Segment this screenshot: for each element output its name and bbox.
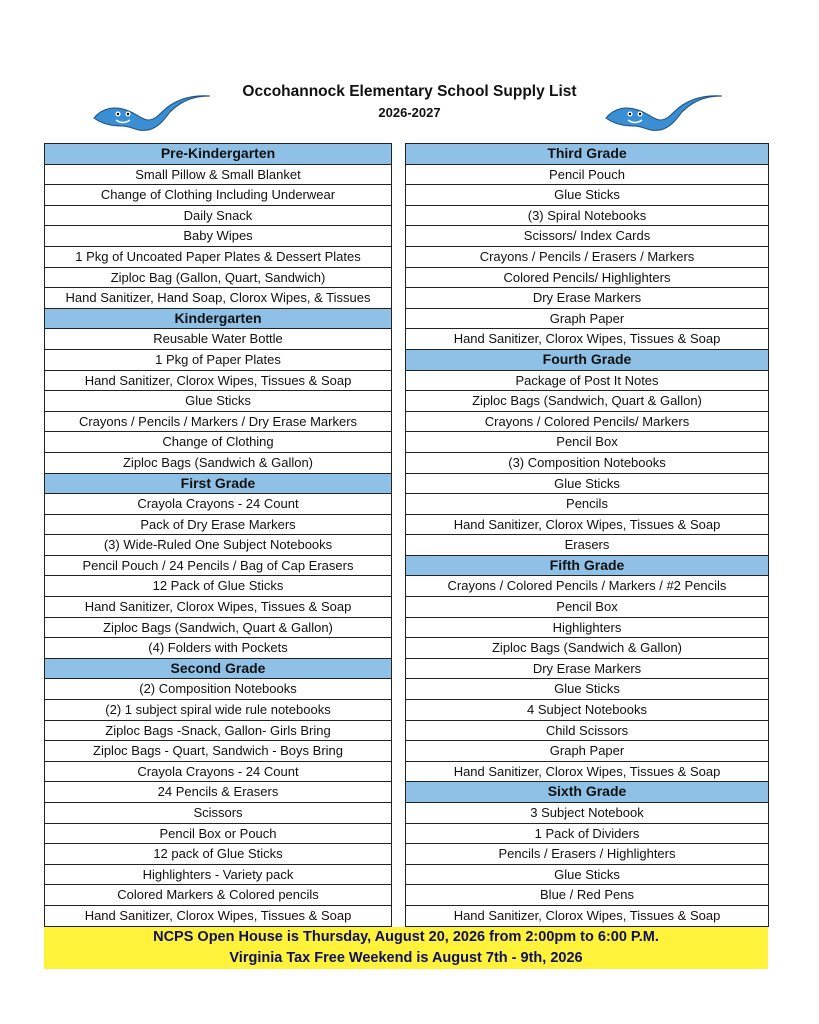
grade-header: Sixth Grade: [406, 782, 768, 803]
supply-item: 1 Pack of Dividers: [406, 824, 768, 845]
supply-item: Crayons / Colored Pencils/ Markers: [406, 412, 768, 433]
supply-item: Blue / Red Pens: [406, 885, 768, 906]
supply-item: (3) Spiral Notebooks: [406, 206, 768, 227]
supply-item: Dry Erase Markers: [406, 659, 768, 680]
stingray-mascot-icon: [604, 90, 724, 135]
supply-item: Ziploc Bags -Snack, Gallon- Girls Bring: [45, 721, 391, 742]
supply-item: (2) 1 subject spiral wide rule notebooks: [45, 700, 391, 721]
supply-item: Pack of Dry Erase Markers: [45, 515, 391, 536]
supply-item: 1 Pkg of Paper Plates: [45, 350, 391, 371]
supply-item: Ziploc Bags (Sandwich, Quart & Gallon): [45, 618, 391, 639]
school-year: 2026-2027: [378, 105, 441, 120]
grade-header: Fifth Grade: [406, 556, 768, 577]
right-supply-table: [405, 143, 769, 927]
supply-item: Hand Sanitizer, Clorox Wipes, Tissues & Soap: [406, 329, 768, 350]
page-title: Occohannock Elementary School Supply List: [242, 83, 577, 100]
supply-item: Ziploc Bag (Gallon, Quart, Sandwich): [45, 268, 391, 289]
supply-item: Hand Sanitizer, Clorox Wipes, Tissues & Soap: [45, 597, 391, 618]
supply-item: Hand Sanitizer, Hand Soap, Clorox Wipes, & Tissues: [45, 288, 391, 309]
supply-item: Change of Clothing Including Underwear: [45, 185, 391, 206]
supply-item: Ziploc Bags - Quart, Sandwich - Boys Bring: [45, 741, 391, 762]
left-supply-table: [44, 143, 392, 927]
supply-item: Baby Wipes: [45, 226, 391, 247]
supply-item: 4 Subject Notebooks: [406, 700, 768, 721]
supply-item: Glue Sticks: [406, 185, 768, 206]
supply-item: Graph Paper: [406, 309, 768, 330]
supply-item: Crayola Crayons - 24 Count: [45, 762, 391, 783]
supply-item: Pencil Box: [406, 432, 768, 453]
supply-item: Reusable Water Bottle: [45, 329, 391, 350]
supply-item: Scissors/ Index Cards: [406, 226, 768, 247]
supply-item: Daily Snack: [45, 206, 391, 227]
supply-item: 12 Pack of Glue Sticks: [45, 576, 391, 597]
supply-item: 12 pack of Glue Sticks: [45, 844, 391, 865]
supply-item: Ziploc Bags (Sandwich, Quart & Gallon): [406, 391, 768, 412]
supply-item: Colored Markers & Colored pencils: [45, 885, 391, 906]
supply-item: Pencil Pouch: [406, 165, 768, 186]
supply-item: Scissors: [45, 803, 391, 824]
supply-item: Package of Post It Notes: [406, 371, 768, 392]
grade-header: Kindergarten: [45, 309, 391, 330]
supply-item: Change of Clothing: [45, 432, 391, 453]
grade-header: Second Grade: [45, 659, 391, 680]
tax-free-notice: Virginia Tax Free Weekend is August 7th - 9th, 2026: [229, 950, 583, 966]
supply-item: Hand Sanitizer, Clorox Wipes, Tissues & Soap: [406, 515, 768, 536]
supply-item: Glue Sticks: [45, 391, 391, 412]
supply-item: Highlighters: [406, 618, 768, 639]
grade-header: First Grade: [45, 474, 391, 495]
supply-item: Colored Pencils/ Highlighters: [406, 268, 768, 289]
grade-header: Third Grade: [406, 144, 768, 165]
supply-item: Crayons / Pencils / Erasers / Markers: [406, 247, 768, 268]
supply-item: Hand Sanitizer, Clorox Wipes, Tissues & Soap: [45, 906, 391, 927]
supply-item: Pencil Pouch / 24 Pencils / Bag of Cap Erasers: [45, 556, 391, 577]
supply-item: 1 Pkg of Uncoated Paper Plates & Dessert Plates: [45, 247, 391, 268]
supply-item: Pencil Box: [406, 597, 768, 618]
supply-item: Crayons / Pencils / Markers / Dry Erase Markers: [45, 412, 391, 433]
supply-item: 3 Subject Notebook: [406, 803, 768, 824]
open-house-notice: NCPS Open House is Thursday, August 20, 2026 from 2:00pm to 6:00 P.M.: [153, 929, 659, 945]
supply-item: Graph Paper: [406, 741, 768, 762]
supply-item: Erasers: [406, 535, 768, 556]
supply-item: Hand Sanitizer, Clorox Wipes, Tissues & Soap: [406, 906, 768, 927]
supply-item: Dry Erase Markers: [406, 288, 768, 309]
supply-item: Child Scissors: [406, 721, 768, 742]
supply-item: Glue Sticks: [406, 474, 768, 495]
supply-item: Small Pillow & Small Blanket: [45, 165, 391, 186]
supply-item: Hand Sanitizer, Clorox Wipes, Tissues & Soap: [406, 762, 768, 783]
supply-item: Pencils: [406, 494, 768, 515]
supply-item: Glue Sticks: [406, 865, 768, 886]
supply-item: Crayons / Colored Pencils / Markers / #2 Pencils: [406, 576, 768, 597]
stingray-mascot-icon: [92, 90, 212, 135]
announcement-banner: [44, 927, 768, 969]
supply-item: Ziploc Bags (Sandwich & Gallon): [45, 453, 391, 474]
supply-item: Pencil Box or Pouch: [45, 824, 391, 845]
grade-header: Fourth Grade: [406, 350, 768, 371]
supply-item: 24 Pencils & Erasers: [45, 782, 391, 803]
supply-item: (2) Composition Notebooks: [45, 679, 391, 700]
supply-item: (3) Composition Notebooks: [406, 453, 768, 474]
supply-item: Ziploc Bags (Sandwich & Gallon): [406, 638, 768, 659]
supply-item: Highlighters - Variety pack: [45, 865, 391, 886]
supply-item: Pencils / Erasers / Highlighters: [406, 844, 768, 865]
supply-item: (3) Wide-Ruled One Subject Notebooks: [45, 535, 391, 556]
supply-item: Crayola Crayons - 24 Count: [45, 494, 391, 515]
supply-item: Glue Sticks: [406, 679, 768, 700]
supply-item: Hand Sanitizer, Clorox Wipes, Tissues & Soap: [45, 371, 391, 392]
supply-item: (4) Folders with Pockets: [45, 638, 391, 659]
grade-header: Pre-Kindergarten: [45, 144, 391, 165]
